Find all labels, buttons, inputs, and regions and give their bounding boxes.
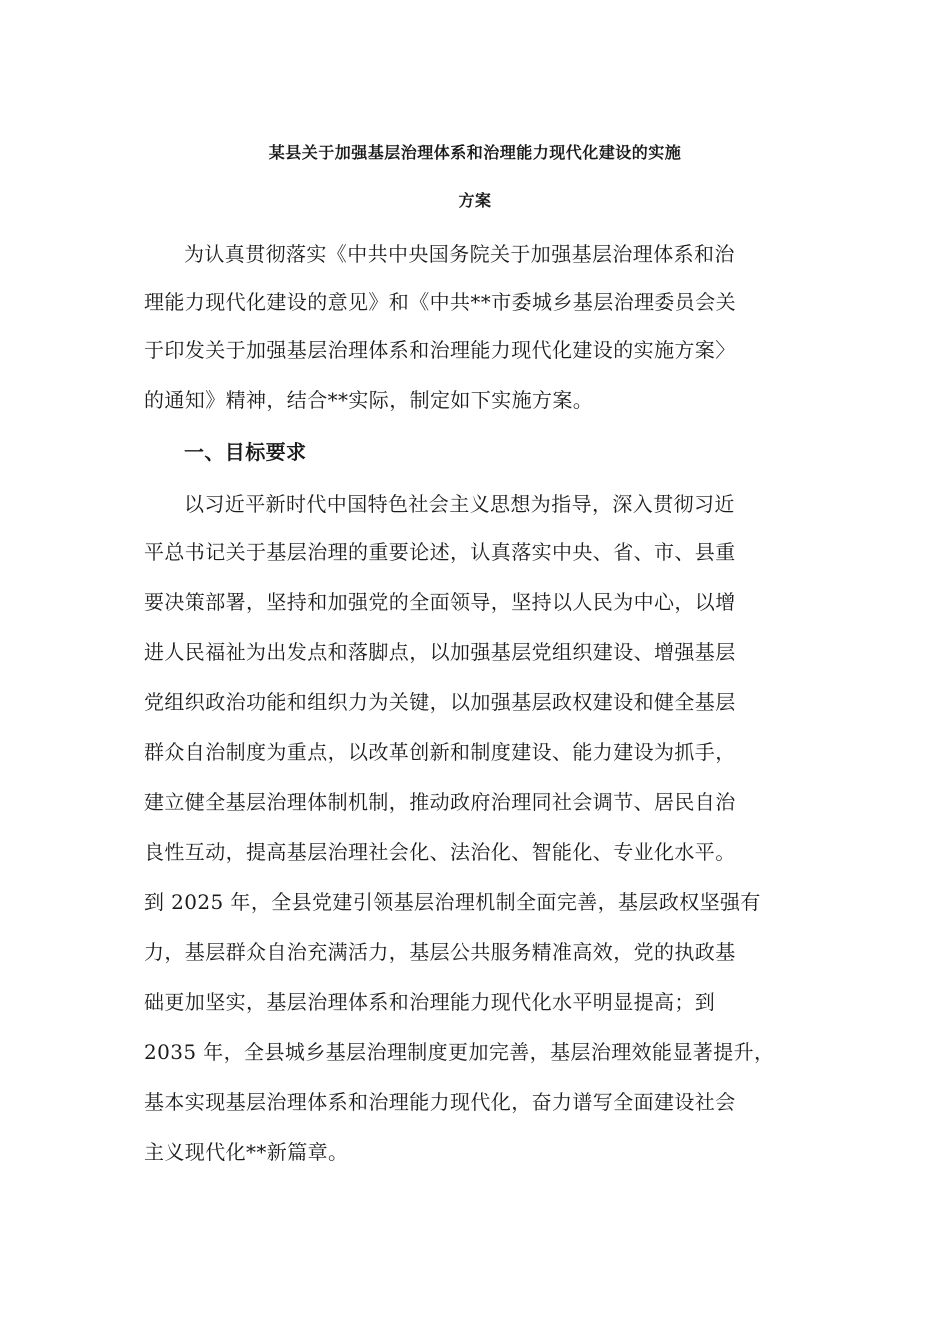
- body-line: 基本实现基层治理体系和治理能力现代化，奋力谱写全面建设社会: [144, 1090, 736, 1114]
- body-line: 群众自治制度为重点，以改革创新和制度建设、能力建设为抓手，: [144, 740, 736, 764]
- body-line: 2035 年，全县城乡基层治理制度更加完善，基层治理效能显著提升，: [144, 1040, 775, 1064]
- body-line: 良性互动，提高基层治理社会化、法治化、智能化、专业化水平。: [144, 840, 736, 864]
- body-line: 力，基层群众自治充满活力，基层公共服务精准高效，党的执政基: [144, 940, 736, 964]
- intro-line: 的通知》精神，结合**实际，制定如下实施方案。: [144, 388, 594, 412]
- intro-line: 为认真贯彻落实《中共中央国务院关于加强基层治理体系和治: [184, 242, 735, 266]
- document-title-line-2: 方案: [458, 191, 492, 210]
- body-line: 进人民福祉为出发点和落脚点，以加强基层党组织建设、增强基层: [144, 640, 736, 664]
- body-line: 到 2025 年，全县党建引领基层治理机制全面完善，基层政权坚强有: [144, 890, 761, 914]
- intro-line: 于印发关于加强基层治理体系和治理能力现代化建设的实施方案〉: [144, 338, 736, 362]
- intro-line: 理能力现代化建设的意见》和《中共**市委城乡基层治理委员会关: [144, 290, 736, 314]
- body-line: 党组织政治功能和组织力为关键，以加强基层政权建设和健全基层: [144, 690, 736, 714]
- body-line: 础更加坚实，基层治理体系和治理能力现代化水平明显提高；到: [144, 990, 716, 1014]
- body-line: 建立健全基层治理体制机制，推动政府治理同社会调节、居民自治: [144, 790, 736, 814]
- body-line: 平总书记关于基层治理的重要论述，认真落实中央、省、市、县重: [144, 540, 736, 564]
- document-title-line-1: 某县关于加强基层治理体系和治理能力现代化建设的实施: [268, 143, 682, 162]
- body-line: 以习近平新时代中国特色社会主义思想为指导，深入贯彻习近: [184, 492, 735, 516]
- section-heading: 一、目标要求: [184, 440, 307, 464]
- body-line: 要决策部署，坚持和加强党的全面领导，坚持以人民为中心，以增: [144, 590, 736, 614]
- body-line: 主义现代化**新篇章。: [144, 1140, 349, 1164]
